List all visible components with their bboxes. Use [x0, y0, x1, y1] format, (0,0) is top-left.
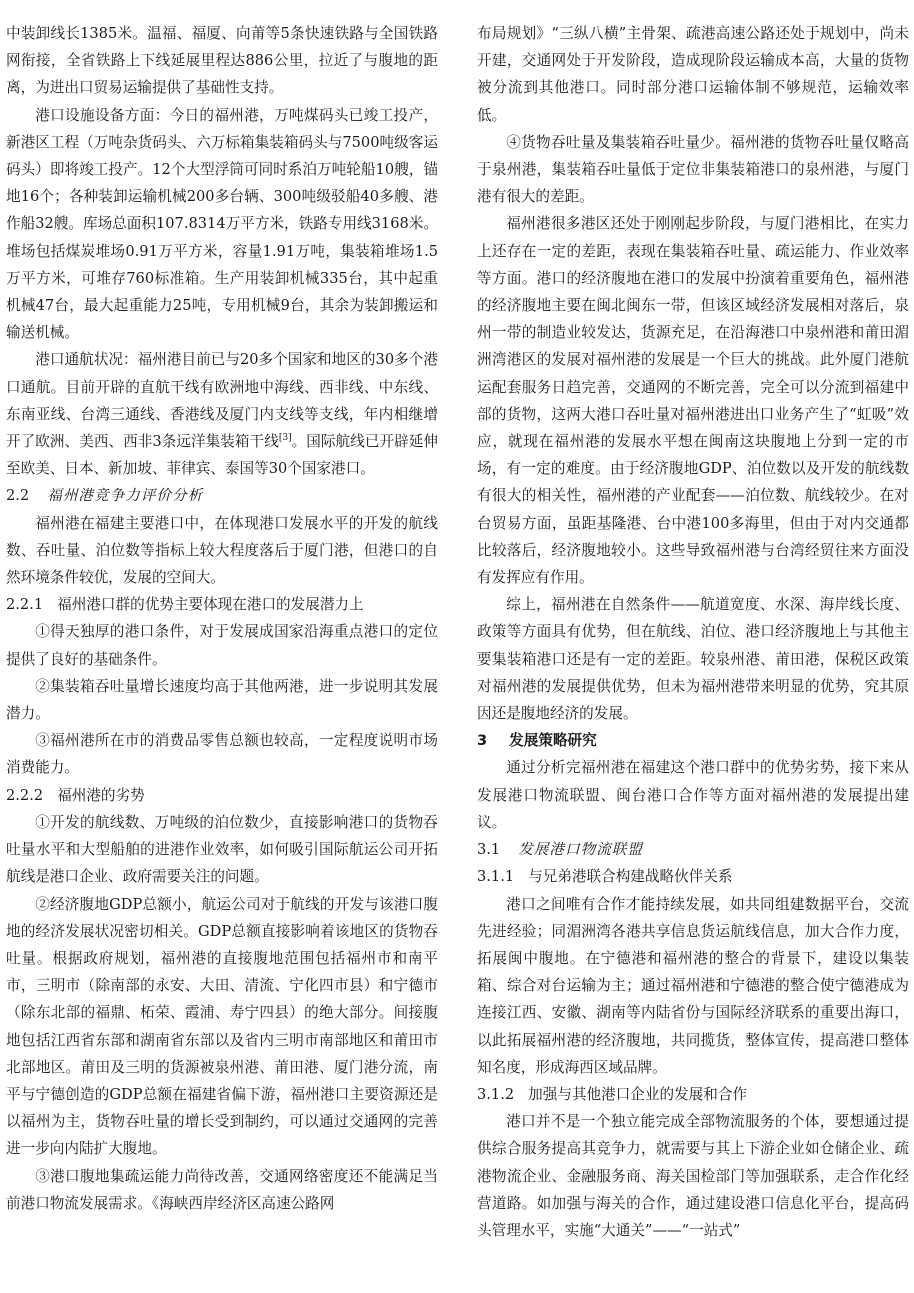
right-column: [477, 20, 909, 1244]
section-number: 3.1.2: [477, 1085, 515, 1103]
citation-ref: [3]: [278, 433, 292, 444]
section-heading-3: [477, 727, 909, 754]
paragraph: ③港口腹地集疏运能力尚待改善，交通网络密度还不能满足当前港口物流发展需求。《海峡西岸经济区高速公路网: [6, 1167, 438, 1212]
paragraph: 港口之间唯有合作才能持续发展，如共同组建数据平台，交流先进经验；同湄洲湾各港共享信息货运航线信息，加大合作力度，拓展闽中腹地。在宁德港和福州港的整合的背景下，建设以集装箱、综合对台运输为主；通过福州港和宁德港的整合使宁德港成为连接江西、安徽、湖南等内陆省份与国际经济联系的重要出海口，以此拓展福州港的经济腹地，共同揽货，整体宣传，提高港口整体知名度，形成海西区域品牌。: [477, 895, 909, 1076]
section-heading-3-1: [477, 836, 909, 863]
section-number: 2.2.2: [6, 786, 44, 804]
section-title: 福州港口群的优势主要体现在港口的发展潜力上: [57, 596, 364, 614]
section-title: 发展港口物流联盟: [518, 841, 643, 859]
section-number: 2.2.1: [6, 596, 44, 614]
paragraph: ②集装箱吞吐量增长速度均高于其他两港，进一步说明其发展潜力。: [6, 677, 438, 723]
section-title: 福州港的劣势: [57, 786, 145, 804]
section-heading-2-2-1: [6, 591, 438, 618]
section-title: 与兄弟港联合构建战略伙伴关系: [528, 868, 733, 886]
paragraph: ③福州港所在市的消费品零售总额也较高，一定程度说明市场消费能力。: [6, 732, 438, 777]
section-heading-3-1-1: [477, 863, 909, 890]
section-title: 福州港竞争力评价分析: [47, 487, 204, 505]
paragraph: ①开发的航线数、万吨级的泊位数少，直接影响港口的货物吞吐量水平和大型船舶的进港作业效率，如何吸引国际航运公司开拓航线是港口企业、政府需要关注的问题。: [6, 813, 438, 886]
paragraph: ④货物吞吐量及集装箱吞吐量少。福州港的货物吞吐量仅略高于泉州港，集装箱吞吐量低于定位非集装箱港口的泉州港，与厦门港有很大的差距。: [477, 133, 909, 206]
section-heading-2-2: [6, 482, 438, 509]
paragraph-text: 港口通航状况：福州港目前已与20多个国家和地区的30多个港口通航。目前开辟的直航干线有欧洲地中海线、西非线、中东线、东南亚线、台湾三通线、香港线及厦门内支线等支线，年内相继增开了欧洲、美西、西非3条远洋集装箱干线: [6, 351, 438, 451]
left-column: [6, 20, 438, 1217]
paragraph: 中装卸线长1385米。温福、福厦、向莆等5条快速铁路与全国铁路网衔接，全省铁路上下线延展里程达886公里，拉近了与腹地的距离，为进出口贸易运输提供了基础性支持。: [6, 25, 438, 97]
paragraph: ①得天独厚的港口条件，对于发展成国家沿海重点港口的定位提供了良好的基础条件。: [6, 623, 438, 668]
section-heading-3-1-2: [477, 1081, 909, 1108]
paragraph: 港口设施设备方面：今日的福州港，万吨煤码头已竣工投产，新港区工程（万吨杂货码头、六万标箱集装箱码头与7500吨级客运码头）即将竣工投产。12个大型浮筒可同时系泊万吨轮船10艘，锚地16个；各种装卸运输机械200多台辆、300吨级驳船40多艘、港作船32艘。库场总面积107.8314万平方米，铁路专用线3168米。堆场包括煤炭堆场0.91万平方米，容量1.91万吨，集装箱堆场1.5万平方米，可堆存760标准箱。生产用装卸机械335台，其中起重机械47台，最大起重能力25吨，专用机械9台，其余为装卸搬运和输送机械。: [6, 106, 438, 342]
paragraph: 福州港很多港区还处于刚刚起步阶段，与厦门港相比，在实力上还存在一定的差距，表现在集装箱吞吐量、疏运能力、作业效率等方面。港口的经济腹地在港口的发展中扮演着重要角色，福州港的经济腹地主要在闽北闽东一带，但该区域经济发展相对落后，泉州一带的制造业较发达，货源充足，在沿海港口中泉州港和莆田湄洲湾港区的发展对福州港的发展是一个巨大的挑战。此外厦门港航运配套服务日趋完善，交通网的不断完善，完全可以分流到福建中部的货物，这两大港口吞吐量对福州港进出口业务产生了“虹吸”效应，就现在福州港的发展水平想在闽南这块腹地上分到一定的市场，有一定的难度。由于经济腹地GDP、泊位数以及开发的航线数有很大的相关性，福州港的产业配套——泊位数、航线较少。在对台贸易方面，虽距基隆港、台中港100多海里，但由于对内交通都比较落后，经济腹地较小。这些导致福州港与台湾经贸往来方面没有发挥应有作用。: [477, 215, 909, 587]
section-title: 加强与其他港口企业的发展和合作: [528, 1085, 748, 1103]
paragraph: [6, 346, 438, 482]
paragraph: 港口并不是一个独立能完成全部物流服务的个体，要想通过提供综合服务提高其竞争力，就需要与其上下游企业如仓储企业、疏港物流企业、金融服务商、海关国检部门等加强联系，走合作化经营道路。如加强与海关的合作，通过建设港口信息化平台，提高码头管理水平，实施“大通关”——“一站式”: [477, 1113, 909, 1239]
section-title: 发展策略研究: [509, 732, 597, 750]
section-heading-2-2-2: [6, 782, 438, 809]
paragraph: 通过分析完福州港在福建这个港口群中的优势劣势，接下来从发展港口物流联盟、闽台港口合作等方面对福州港的发展提出建议。: [477, 759, 909, 831]
section-number: 3.1.1: [477, 868, 515, 886]
section-number: 3: [477, 732, 488, 750]
paragraph: 综上，福州港在自然条件——航道宽度、水深、海岸线长度、政策等方面具有优势，但在航线、泊位、港口经济腹地上与其他主要集装箱港口还是有一定的差距。较泉州港、莆田港，保税区政策对福州港的发展提供优势，但未为福州港带来明显的优势，究其原因还是腹地经济的发展。: [477, 596, 909, 723]
paragraph-text: 。国际航线已开辟延伸至欧美、日本、新加坡、菲律宾、泰国等30个国家港口。: [6, 433, 438, 478]
paragraph: 福州港在福建主要港口中，在体现港口发展水平的开发的航线数、吞吐量、泊位数等指标上较大程度落后于厦门港，但港口的自然环境条件较优，发展的空间大。: [6, 514, 438, 587]
paragraph: ②经济腹地GDP总额小，航运公司对于航线的开发与该港口腹地的经济发展状况密切相关。GDP总额直接影响着该地区的货物吞吐量。根据政府规划，福州港的直接腹地范围包括福州市和南平市，三明市（除南部的永安、大田、清流、宁化四市县）和宁德市（除东北部的福鼎、柘荣、霞浦、寿宁四县）的绝大部分。间接腹地包括江西省东部和湖南省东部以及省内三明市南部地区和莆田市北部地区。莆田及三明的货源被泉州港、莆田港、厦门港分流，南平与宁德创造的GDP总额在福建省偏下游，福州港口主要资源还是以福州为主，货物吞吐量的增长受到制约，可以通过交通网的完善进一步向内陆扩大腹地。: [6, 895, 438, 1158]
paragraph: 布局规划》“三纵八横”主骨架、疏港高速公路还处于规划中，尚未开建，交通网处于开发阶段，造成现阶段运输成本高，大量的货物被分流到其他港口。同时部分港口运输体制不够规范，运输效率低。: [477, 25, 909, 124]
section-number: 3.1: [477, 841, 501, 859]
section-number: 2.2: [6, 487, 30, 505]
